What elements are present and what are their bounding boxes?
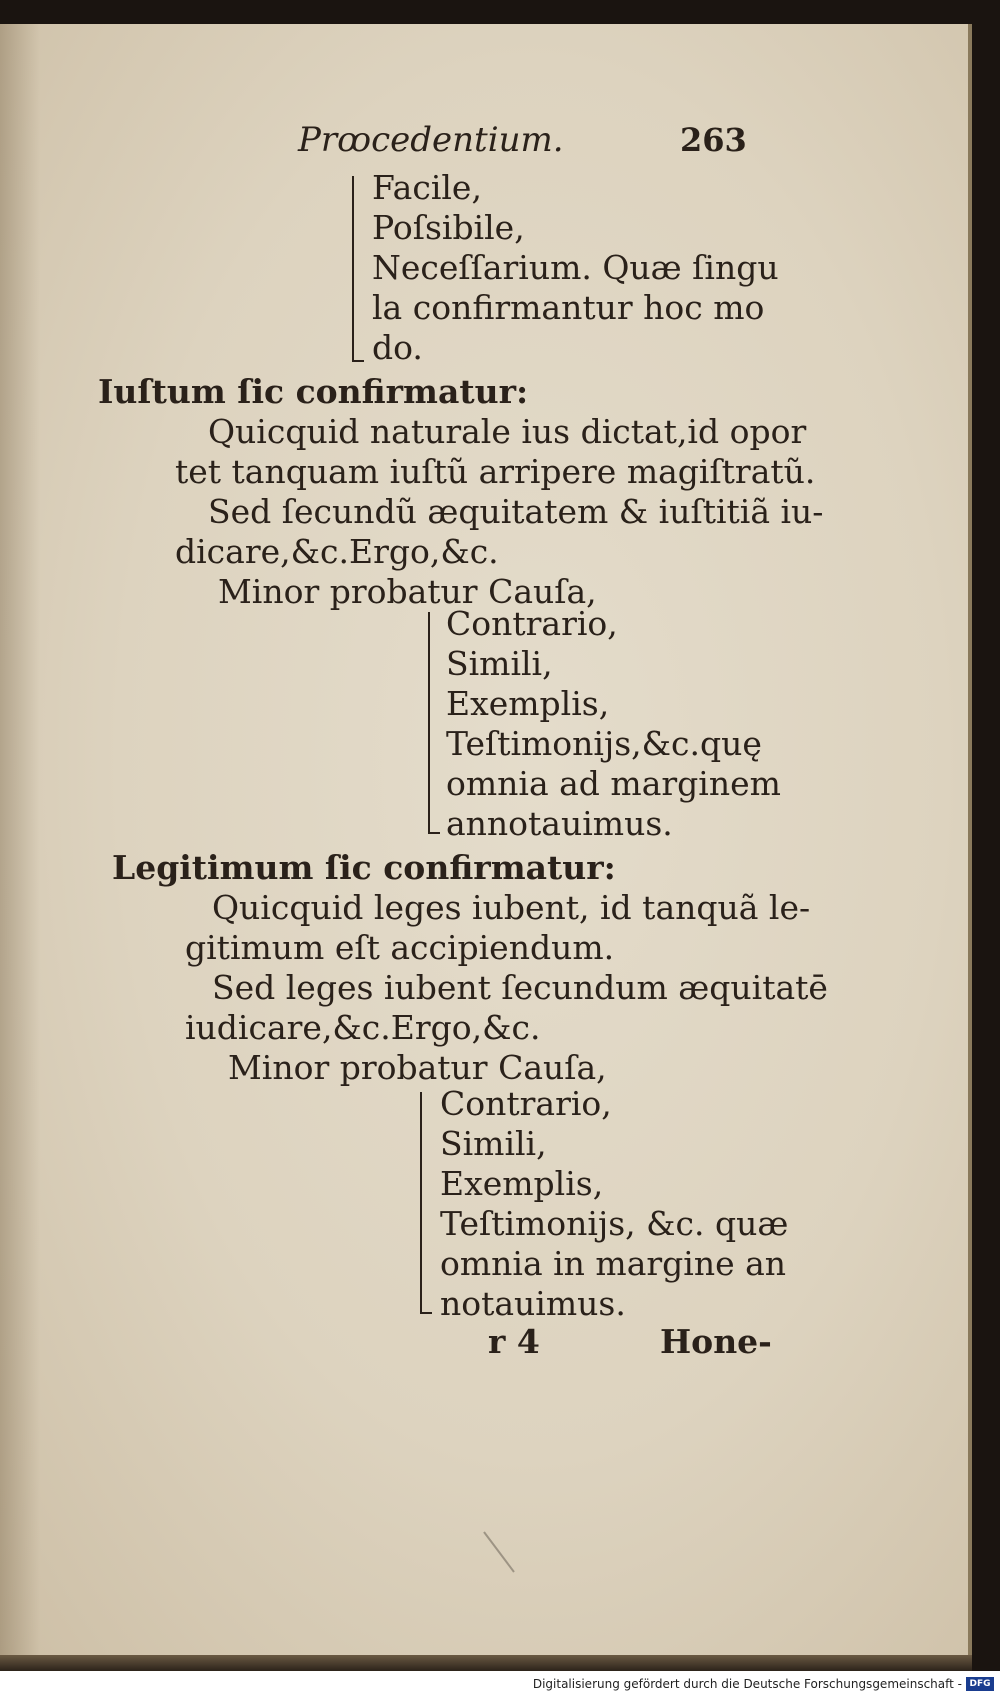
block1-line-2: Poſsibile, xyxy=(372,208,525,247)
section2-line-4: iudicare,&c.Ergo,&c. xyxy=(185,1008,541,1047)
section1-list-3: Exemplis, xyxy=(446,684,610,723)
section2-list-4: Teſtimonijs, &c. quæ xyxy=(440,1204,789,1243)
page-bottom-edge xyxy=(0,1655,972,1671)
credit-text: Digitalisierung gefördert durch die Deutsche Forschungsgemeinschaft - xyxy=(532,1677,962,1691)
section2-line-5: Minor probatur Cauſa, xyxy=(228,1048,607,1087)
section2-list-6: notauimus. xyxy=(440,1284,626,1323)
section2-line-2: gitimum eſt accipiendum. xyxy=(185,928,615,967)
brace-2 xyxy=(428,612,430,834)
block1-line-1: Facile, xyxy=(372,168,482,207)
catchword: Hone- xyxy=(660,1322,772,1361)
section1-list-5: omnia ad marginem xyxy=(446,764,781,803)
section1-list-1: Contrario, xyxy=(446,604,618,643)
paper-mark xyxy=(480,1528,520,1578)
section1-line-5: Minor probatur Cauſa, xyxy=(218,572,597,611)
section2-list-2: Simili, xyxy=(440,1124,547,1163)
brace-1 xyxy=(352,176,354,362)
section2-line-1: Quicquid leges iubent, id tanquã le- xyxy=(212,888,811,927)
section2-list-3: Exemplis, xyxy=(440,1164,604,1203)
section1-line-2: tet tanquam iuſtũ arripere magiſtratũ. xyxy=(175,452,816,491)
dfg-logo: DFG xyxy=(966,1677,994,1691)
block1-line-3: Neceſſarium. Quæ ſingu xyxy=(372,248,779,287)
section2-list-5: omnia in margine an xyxy=(440,1244,787,1283)
block1-line-5: do. xyxy=(372,328,423,367)
section1-list-6: annotauimus. xyxy=(446,804,673,843)
signature-mark: r 4 xyxy=(488,1322,540,1361)
gutter-shadow xyxy=(0,24,40,1659)
digitization-credit-bar xyxy=(0,1671,1000,1698)
section1-line-1: Quicquid naturale ius dictat,id opor xyxy=(208,412,807,451)
page-number: 263 xyxy=(680,121,747,159)
block1-line-4: la confirmantur hoc mo xyxy=(372,288,765,327)
section2-list-1: Contrario, xyxy=(440,1084,612,1123)
section1-line-3: Sed ſecundũ æquitatem & iuſtitiã iu- xyxy=(208,492,824,531)
brace-3 xyxy=(420,1092,422,1314)
section1-heading: Iuſtum ſic confirmatur: xyxy=(98,372,529,411)
section2-line-3: Sed leges iubent ſecundum æquitatē xyxy=(212,968,828,1007)
section1-line-4: dicare,&c.Ergo,&c. xyxy=(175,532,499,571)
section1-list-2: Simili, xyxy=(446,644,553,683)
section1-list-4: Teſtimonijs,&c.quę xyxy=(446,724,762,763)
running-head: Prꝏcedentium. xyxy=(298,120,564,160)
section2-heading: Legitimum ſic confirmatur: xyxy=(112,848,616,887)
